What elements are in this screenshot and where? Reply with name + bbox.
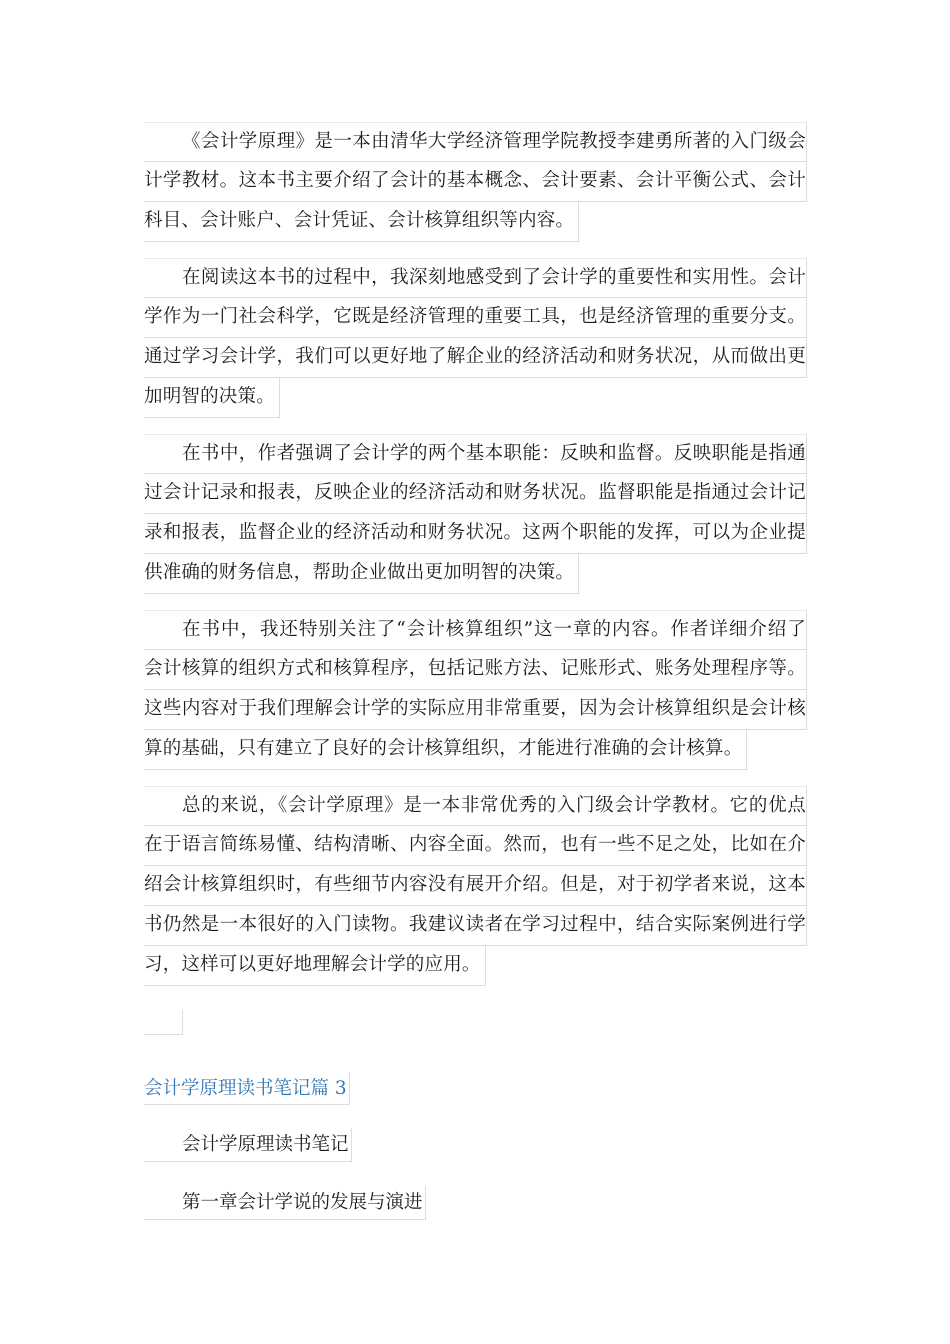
- paragraph-line: 《会计学原理》是一本由清华大学经济管理学院教授李建勇所著的入门级会: [144, 122, 807, 162]
- paragraph-line: 会计核算的组织方式和核算程序，包括记账方法、记账形式、账务处理程序等。: [144, 650, 807, 690]
- paragraph-5: [144, 786, 807, 990]
- paragraph-line: 习，这样可以更好地理解会计学的应用。: [144, 946, 486, 986]
- paragraph-line: 总的来说，《会计学原理》是一本非常优秀的入门级会计学教材。它的优点: [144, 786, 807, 826]
- paragraph-line: 算的基础，只有建立了良好的会计核算组织，才能进行准确的会计核算。: [144, 730, 747, 770]
- paragraph-line: 在于语言简练易懂、结构清晰、内容全面。然而，也有一些不足之处，比如在介: [144, 826, 807, 866]
- paragraph-line: 录和报表，监督企业的经济活动和财务状况。这两个职能的发挥，可以为企业提: [144, 514, 807, 554]
- paragraph-line: 过会计记录和报表，反映企业的经济活动和财务状况。监督职能是指通过会计记: [144, 474, 807, 514]
- paragraph-line: 供准确的财务信息，帮助企业做出更加明智的决策。: [144, 554, 579, 594]
- empty-text-frame: [144, 1010, 183, 1035]
- paragraph-line: 在阅读这本书的过程中，我深刻地感受到了会计学的重要性和实用性。会计: [144, 258, 807, 298]
- paragraph-1: [144, 122, 807, 246]
- section-heading: 会计学原理读书笔记篇 3: [144, 1072, 350, 1105]
- subtitle: 会计学原理读书笔记: [144, 1128, 352, 1162]
- paragraph-line: 计学教材。这本书主要介绍了会计的基本概念、会计要素、会计平衡公式、会计: [144, 162, 807, 202]
- paragraph-line: 绍会计核算组织时，有些细节内容没有展开介绍。但是，对于初学者来说，这本: [144, 866, 807, 906]
- paragraph-line: 通过学习会计学，我们可以更好地了解企业的经济活动和财务状况，从而做出更: [144, 338, 807, 378]
- paragraph-4: [144, 610, 807, 774]
- paragraph-line: 科目、会计账户、会计凭证、会计核算组织等内容。: [144, 202, 579, 242]
- paragraph-line: 在书中，我还特别关注了“会计核算组织”这一章的内容。作者详细介绍了: [144, 610, 807, 650]
- paragraph-line: 书仍然是一本很好的入门读物。我建议读者在学习过程中，结合实际案例进行学: [144, 906, 807, 946]
- paragraph-line: 学作为一门社会科学，它既是经济管理的重要工具，也是经济管理的重要分支。: [144, 298, 807, 338]
- paragraph-line: 这些内容对于我们理解会计学的实际应用非常重要，因为会计核算组织是会计核: [144, 690, 807, 730]
- chapter-title: 第一章会计学说的发展与演进: [144, 1186, 426, 1220]
- paragraph-line: 加明智的决策。: [144, 378, 280, 418]
- paragraph-3: [144, 434, 807, 598]
- paragraph-line: 在书中，作者强调了会计学的两个基本职能：反映和监督。反映职能是指通: [144, 434, 807, 474]
- paragraph-2: [144, 258, 807, 422]
